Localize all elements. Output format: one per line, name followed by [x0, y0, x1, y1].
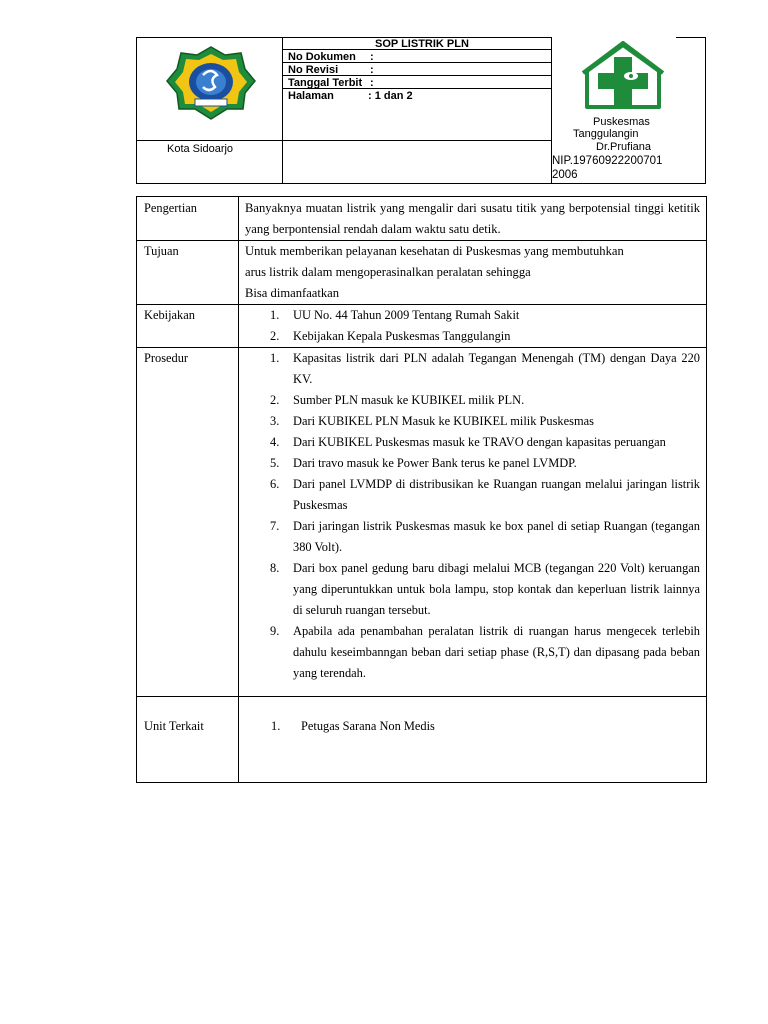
signer-nip: NIP.19760922200701 [552, 155, 663, 167]
list-item-text: Dari travo masuk ke Power Bank terus ke panel LVMDP. [293, 456, 577, 470]
list-item: 1. Kapasitas listrik dari PLN adalah Tegangan Menengah (TM) dengan Daya 220 KV. [270, 351, 700, 386]
doc-field-value: : [370, 64, 374, 76]
row-kebijakan [137, 305, 707, 348]
doc-field-value: : [370, 77, 374, 89]
org-name: Tanggulangin [573, 128, 639, 140]
unit-terkait-list [239, 697, 707, 783]
sop-header [136, 37, 706, 184]
list-item-text: Dari KUBIKEL PLN Masuk ke KUBIKEL milik Puskesmas [293, 414, 594, 428]
list-item-text: Dari KUBIKEL Puskesmas masuk ke TRAVO dengan kapasitas peruangan [293, 435, 666, 449]
doc-field-label: No Revisi [288, 64, 339, 76]
row-label: Unit Terkait [137, 697, 239, 783]
row-pengertian [137, 197, 707, 241]
list-item-text: Petugas Sarana Non Medis [301, 719, 435, 733]
list-item-text: Sumber PLN masuk ke KUBIKEL milik PLN. [293, 393, 525, 407]
pengertian-text [239, 197, 707, 241]
puskesmas-logo [577, 41, 669, 111]
doc-field-label: Tanggal Terbit [288, 77, 363, 89]
header-title: SOP LISTRIK PLN [375, 38, 469, 50]
row-prosedur [137, 348, 707, 697]
header-divider [282, 38, 283, 183]
list-item-text: Kapasitas listrik dari PLN adalah Tegangan Menengah (TM) dengan Daya 220 KV. [293, 351, 700, 386]
list-item-text: Dari jaringan listrik Puskesmas masuk ke box panel di setiap Ruangan (tegangan 380 Volt). [293, 519, 700, 554]
kebijakan-list [239, 305, 707, 348]
list-item: 1. UU No. 44 Tahun 2009 Tentang Rumah Sakit [270, 308, 520, 322]
list-item: 5. Dari travo masuk ke Power Bank terus ke panel LVMDP. [270, 456, 577, 470]
list-item: 4. Dari KUBIKEL Puskesmas masuk ke TRAVO dengan kapasitas peruangan [270, 435, 666, 449]
row-unit-terkait [137, 697, 707, 783]
sidoarjo-seal-logo [165, 45, 257, 121]
sop-content-table [136, 196, 707, 783]
list-item: 6. Dari panel LVMDP di distribusikan ke Ruangan ruangan melalui jaringan listrik Puskesmas [270, 477, 700, 512]
tujuan-line: Untuk memberikan pelayanan kesehatan di Puskesmas yang membutuhkan [245, 244, 624, 258]
list-item: 1. Petugas Sarana Non Medis [271, 719, 435, 733]
doc-field-label: No Dokumen [288, 51, 356, 63]
list-item-text: Kebijakan Kepala Puskesmas Tanggulangin [293, 329, 511, 343]
doc-field-value: : 1 dan 2 [368, 90, 413, 102]
doc-field-value: : [370, 51, 374, 63]
signer-nip: 2006 [552, 169, 578, 181]
list-item-text: Apabila ada penambahan peralatan listrik di ruangan harus mengecek terlebih dahulu keseimbanngan beban dari setiap phase (R,S,T) dan dipasang pada beban yang terendah. [293, 624, 700, 680]
list-item-text: Dari panel LVMDP di distribusikan ke Ruangan ruangan melalui jaringan listrik Puskesmas [293, 477, 700, 512]
doc-field-label: Halaman [288, 90, 334, 102]
row-label: Prosedur [137, 348, 239, 697]
tujuan-line: Bisa dimanfaatkan [245, 286, 340, 300]
list-item: 9. Apabila ada penambahan peralatan listrik di ruangan harus mengecek terlebih dahulu keseimbanngan beban dari setiap phase (R,S,T) dan dipasang pada beban yang terendah. [270, 624, 700, 680]
tujuan-text [239, 241, 707, 305]
list-item: 8. Dari box panel gedung baru dibagi melalui MCB (tegangan 220 Volt) keruangan yang diperuntukkan untuk bola lampu, stop kontak dan keperluan listrik lainnya di seluruh ruangan tersebut. [270, 561, 700, 617]
list-item: 2. Sumber PLN masuk ke KUBIKEL milik PLN. [270, 393, 525, 407]
row-tujuan [137, 241, 707, 305]
row-label: Kebijakan [137, 305, 239, 348]
org-name: Puskesmas [593, 116, 650, 128]
list-item-text: UU No. 44 Tahun 2009 Tentang Rumah Sakit [293, 308, 520, 322]
row-label: Tujuan [137, 241, 239, 305]
list-item: 2. Kebijakan Kepala Puskesmas Tanggulangin [270, 329, 511, 343]
pengertian-paragraph: Banyaknya muatan listrik yang mengalir dari susatu titik yang berpotensial tinggi ketitik yang berpontensial rendah dalam waktu satu detik. [245, 201, 700, 236]
signer-name: Dr.Prufiana [596, 141, 652, 153]
list-item: 7. Dari jaringan listrik Puskesmas masuk ke box panel di setiap Ruangan (tegangan 380 Volt). [270, 519, 700, 554]
tujuan-line: arus listrik dalam mengoperasinalkan peralatan sehingga [245, 265, 531, 279]
list-item-text: Dari box panel gedung baru dibagi melalui MCB (tegangan 220 Volt) keruangan yang diperuntukkan untuk bola lampu, stop kontak dan keperluan listrik lainnya di seluruh ruangan tersebut. [293, 561, 700, 617]
header-divider [137, 140, 551, 141]
header-gap [552, 37, 676, 39]
row-label: Pengertian [137, 197, 239, 241]
city-label: Kota Sidoarjo [167, 143, 234, 155]
list-item: 3. Dari KUBIKEL PLN Masuk ke KUBIKEL milik Puskesmas [270, 414, 594, 428]
prosedur-list [239, 348, 707, 697]
